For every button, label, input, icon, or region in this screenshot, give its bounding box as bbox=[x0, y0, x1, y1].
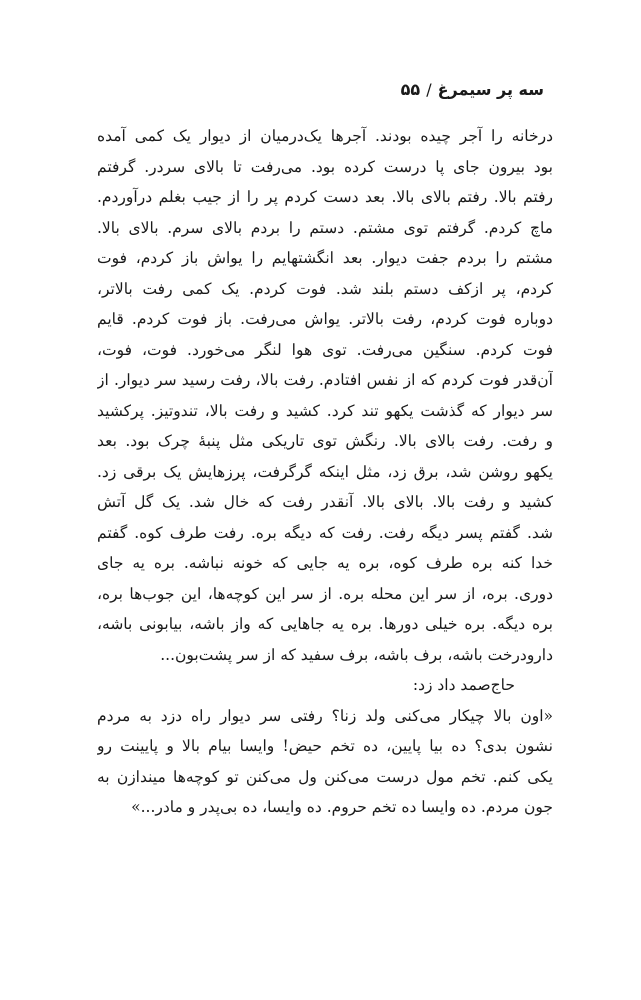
text-line: دارودرخت باشه، برف باشه، برف سفید که از سر پشت‌بون... bbox=[160, 645, 553, 664]
text-line: کشید و رفت بالا. بالای بالا. آنقدر رفت که خال شد. یک گل آتش bbox=[97, 493, 553, 511]
quote-line: جون مردم. ده وایسا ده تخم حروم. ده وایسا، ده بی‌پدر و مادر...» bbox=[131, 798, 553, 816]
quote-line: نشون بدی؟ ده بیا پایین، ده تخم حیض! وایسا بیام بالا و پایینت رو bbox=[97, 737, 553, 755]
header-separator: / bbox=[426, 80, 432, 99]
body-text bbox=[97, 121, 553, 823]
text-line: و رفت. رفت بالای بالا. رنگش توی تاریکی مثل پنبهٔ چرک بود. بعد bbox=[97, 432, 553, 450]
text-line: خدا کنه بره طرف کوه، بره یه جایی که خونه نباشه. بره یه جای bbox=[97, 554, 553, 572]
quote-line: «اون بالا چیکار می‌کنی ولد زنا؟ رفتی سر دیوار راه دزد به مردم bbox=[97, 706, 553, 725]
running-header bbox=[401, 80, 544, 100]
text-line: آن‌قدر فوت کردم که از نفس افتادم. رفت بالا، رفت رسید سر دیوار. از bbox=[97, 371, 553, 389]
text-line: ماچ کردم. گرفتم توی مشتم. دستم را بردم بالای سرم. بالای بالا. bbox=[97, 218, 553, 237]
text-line: درخانه را آجر چیده بودند. آجرها یک‌درمیان از دیوار یک کمی آمده bbox=[97, 127, 553, 145]
text-line: بود بیرون جای پا درست کرده بود. می‌رفت تا بالای سردر. گرفتم bbox=[97, 157, 553, 176]
text-line: فوت کردم. سنگین می‌رفت. توی هوا لنگر می‌خورد. فوت، فوت، bbox=[97, 340, 553, 359]
text-line: بره دیگه. بره خیلی دورها. بره یه جاهایی که واز باشه، بیابونی باشه، bbox=[97, 615, 553, 633]
text-line: یکهو روشن شد، برق زد، مثل اینکه گرگرفت، پرزهایش یک برقی زد. bbox=[97, 462, 553, 481]
text-line: دوری. بره، از سر این محله بره. از سر این کوچه‌ها، این جوب‌ها بره، bbox=[97, 584, 553, 603]
page-number: ۵۵ bbox=[400, 80, 421, 99]
text-line: سر دیوار که گذشت یکهو تند کرد. کشید و رفت بالا، تندوتیز. پرکشید bbox=[97, 401, 553, 420]
text-line: رفتم بالا. رفتم بالای بالا. بعد دست کردم پر را از جیب بغلم درآوردم. bbox=[97, 188, 553, 206]
text-line: دوباره فوت کردم، رفت بالاتر. یواش می‌رفت. باز فوت کردم. قایم bbox=[97, 310, 553, 328]
speaker-line: حاج‌صمد داد زد: bbox=[412, 676, 515, 694]
text-line: شد. گفتم پسر دیگه رفت. رفت که دیگه بره. رفت طرف کوه. گفتم bbox=[97, 523, 553, 542]
book-title: سه پر سیمرغ bbox=[437, 80, 544, 99]
text-line: مشتم را بردم جفت دیوار. بعد انگشتهایم را یواش باز کردم، فوت bbox=[97, 249, 553, 267]
quote-line: یکی کنم. تخم مول درست می‌کنن ول می‌کنن تو کوچه‌ها میندازن به bbox=[97, 767, 553, 786]
text-line: کردم، پر ازکف دستم بلند شد. فوت کردم. یک کمی رفت بالاتر، bbox=[97, 279, 553, 298]
